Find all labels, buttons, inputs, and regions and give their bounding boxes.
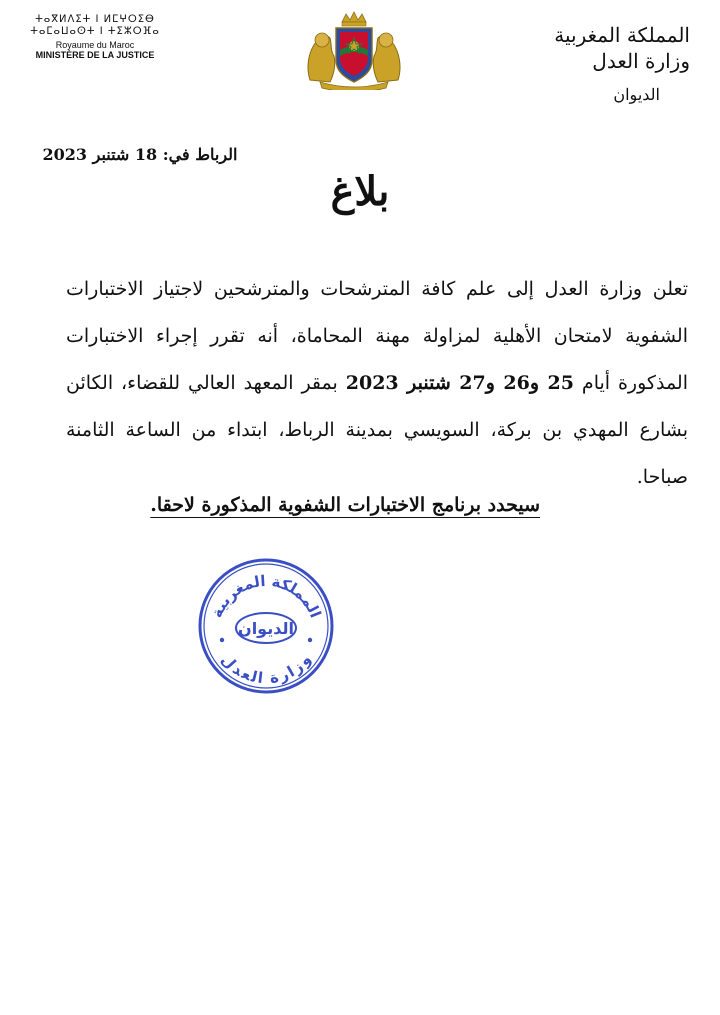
cabinet-label-ar: الديوان [613, 85, 660, 104]
kingdom-label-ar: المملكة المغربية [554, 23, 690, 47]
header-left-logo [30, 14, 160, 60]
schedule-note: سيحدد برنامج الاختبارات الشفوية المذكورة لاحقا. [150, 494, 540, 516]
french-kingdom-label: Royaume du Maroc [55, 40, 135, 50]
stamp-center-text: الديوان [238, 619, 294, 638]
french-ministry-label: MINISTÈRE DE LA JUSTICE [35, 50, 155, 60]
stamp-bottom-text: وزارة العدل [217, 650, 315, 688]
tifinagh-line-1: ⵜⴰⴳⵍⴷⵉⵜ ⵏ ⵍⵎⵖⵔⵉⴱ [35, 14, 155, 25]
header-right-arabic [510, 22, 690, 106]
body-part-1: تعلن وزارة العدل إلى علم كافة المترشحات والمترشحين لاجتياز الاختبارات الشفوية لامتحان الأهلية لمزاولة مهنة المحاماة، أنه تقرر إجراء الاختبارات المذكورة أيام [66, 278, 688, 394]
document-date: الرباط في: 18 شتنبر 2023 [42, 145, 238, 164]
communique-body [66, 266, 688, 501]
official-stamp [196, 556, 336, 696]
ministry-label-ar: وزارة العدل [592, 49, 690, 73]
body-part-2: بمقر المعهد العالي للقضاء، الكائن بشارع المهدي بن بركة، السويسي بمدينة الرباط، ابتداء من الساعة الثامنة صباحا. [66, 372, 688, 488]
coat-of-arms-icon [296, 10, 412, 90]
exam-dates: 25 و26 و27 شتنبر 2023 [345, 372, 574, 394]
page-title: بلاغ [330, 168, 390, 215]
stamp-top-text: المملكة المغربية [207, 571, 325, 621]
tifinagh-line-2: ⵜⴰⵎⴰⵡⴰⵙⵜ ⵏ ⵜⵉⵣⵔⴼⴰ [30, 26, 160, 37]
